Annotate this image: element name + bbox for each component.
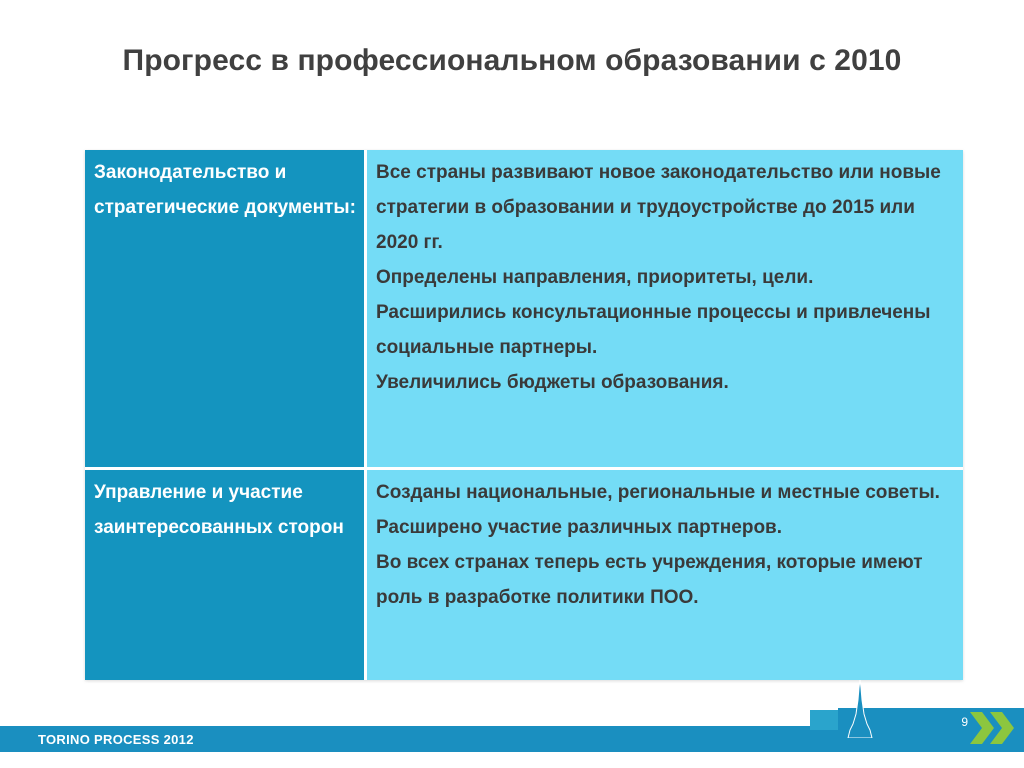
row-label: Управление и участие заинтересованных сторон <box>85 470 367 680</box>
next-chevrons-icon <box>968 708 1018 748</box>
content-table <box>85 150 963 680</box>
table-row <box>85 150 963 470</box>
footer-label: TORINO PROCESS 2012 <box>38 732 194 747</box>
paragraph: Созданы национальные, региональные и местные советы. Расширено участие различных партнеров. <box>376 482 940 538</box>
table-row <box>85 470 963 680</box>
row-content <box>367 150 963 467</box>
row-label: Законодательство и стратегические документы: <box>85 150 367 467</box>
paragraph: Определены направления, приоритеты, цели. <box>376 267 814 288</box>
slide-title: Прогресс в профессиональном образовании с 2010 <box>122 44 902 77</box>
paragraph: Увеличились бюджеты образования. <box>376 372 729 393</box>
row-content <box>367 470 963 680</box>
paragraph: Все страны развивают новое законодательство или новые стратегии в образовании и трудоустройстве до 2015 или 2020 гг. <box>376 162 941 253</box>
paragraph: Расширились консультационные процессы и привлечены социальные партнеры. <box>376 302 931 358</box>
mole-antonelliana-icon <box>840 680 880 748</box>
page-number: 9 <box>961 715 968 729</box>
paragraph: Во всех странах теперь есть учреждения, которые имеют роль в разработке политики ПОО. <box>376 552 923 608</box>
